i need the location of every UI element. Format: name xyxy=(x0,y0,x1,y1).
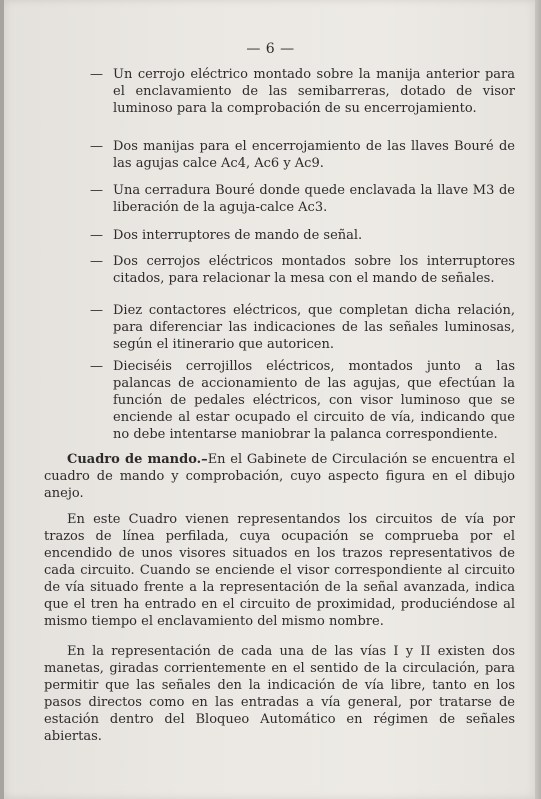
page-number: — 6 — xyxy=(246,41,295,57)
section-heading: Cuadro de mando.– xyxy=(67,452,208,467)
page-spine-shadow xyxy=(535,0,541,799)
list-item xyxy=(90,358,515,443)
list-dash: — xyxy=(90,254,103,269)
list-dash: — xyxy=(90,139,103,154)
list-item-text: Dos interruptores de mando de señal. xyxy=(113,228,363,243)
paragraph-text: En el Gabinete de Circulación se encuentra el cuadro de mando y comprobación, cuyo aspecto figura en el dibujo anejo. xyxy=(44,452,515,501)
list-item-text: Una cerradura Bouré donde quede enclavada la llave M3 de liberación de la aguja-calce Ac3. xyxy=(113,183,515,215)
list-item-text: Dos manijas para el encerrojamiento de las llaves Bouré de las agujas calce Ac4, Ac6 y Ac9. xyxy=(113,139,515,171)
list-item-text: Diez contactores eléctricos, que completan dicha relación, para diferenciar las indicaciones de las señales luminosas, según el itinerario que autoricen. xyxy=(113,303,515,352)
paragraph xyxy=(44,643,515,745)
list-item xyxy=(90,302,515,353)
paragraph-text: En este Cuadro vienen representandos los circuitos de vía por trazos de línea perfilada, cuya ocupación se comprueba por el encendido de unos visores situados en los trazos representativos de cada circuito. Cuando se enciende el visor correspondiente al circuito de vía situado frente a la representación de la señal avanzada, indica que el tren ha entrado en el circuito de proximidad, produciéndose al mismo tiempo el enclavamiento del mismo nombre. xyxy=(44,512,515,629)
paragraph xyxy=(44,511,515,630)
list-item xyxy=(90,253,515,287)
list-item xyxy=(90,227,515,244)
list-dash: — xyxy=(90,183,103,198)
list-item xyxy=(90,138,515,172)
list-dash: — xyxy=(90,228,103,243)
paragraph-text: En la representación de cada una de las vías I y II existen dos manetas, giradas corrientemente en el sentido de la circulación, para permitir que las señales den la indicación de vía libre, tanto en los pasos directos como en las entradas a vía general, por tratarse de estación dentro del Bloqueo Automático en régimen de señales abiertas. xyxy=(44,644,515,744)
paragraph xyxy=(44,451,515,502)
list-item xyxy=(90,182,515,216)
list-item-text: Dos cerrojos eléctricos montados sobre los interruptores citados, para relacionar la mesa con el mando de señales. xyxy=(113,254,515,286)
list-dash: — xyxy=(90,359,103,374)
list-item-text: Un cerrojo eléctrico montado sobre la manija anterior para el enclavamiento de las semibarreras, dotado de visor luminoso para la comprobación de su encerrojamiento. xyxy=(113,67,515,116)
list-item xyxy=(90,66,515,117)
list-dash: — xyxy=(90,303,103,318)
list-item-text: Dieciséis cerrojillos eléctricos, montados junto a las palancas de accionamiento de las agujas, que efectúan la función de pedales eléctricos, con visor luminoso que se enciende al estar ocupado el circuito de vía, indicando que no debe intentarse maniobrar la palanca correspondiente. xyxy=(113,359,515,442)
list-dash: — xyxy=(90,67,103,82)
